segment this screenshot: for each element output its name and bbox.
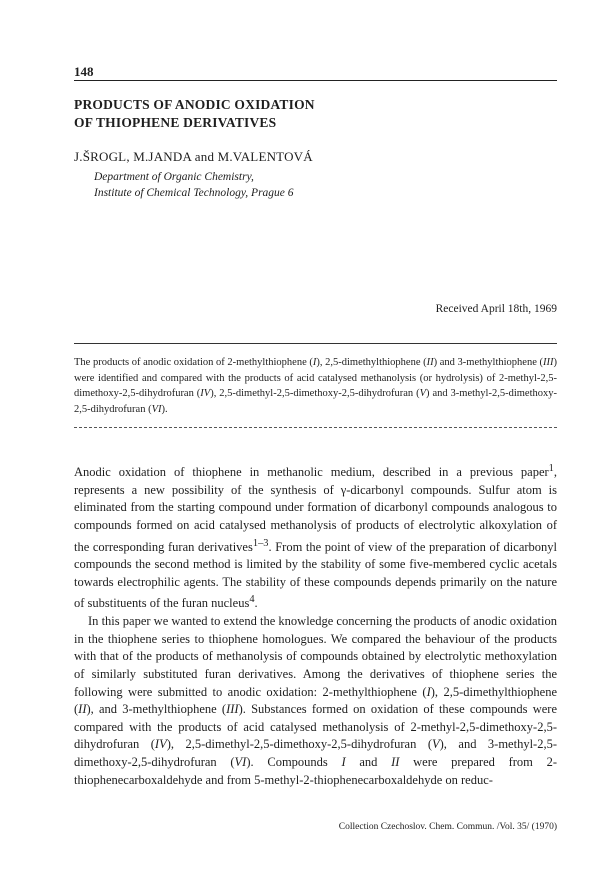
compound-label: V	[431, 737, 440, 752]
abstract-text: ).	[161, 403, 168, 415]
paragraph-text: . From the point of view of the preparation of dicarbonyl compounds the second method is limited by the stability of some five-membered cyclic acetals towards electrophilic agents. The stability of these compounds depends primarily on the nature of substituents of the furan nucleus	[74, 539, 558, 611]
abstract-rule-top	[74, 343, 557, 344]
abstract-rule-bottom	[74, 427, 557, 428]
abstract-text: ), 2,5-dimethylthiophene (	[316, 357, 427, 368]
reference-superscript: 4	[249, 594, 255, 606]
header-rule	[74, 80, 557, 81]
abstract	[74, 355, 557, 417]
paragraph-text: ), 2,5-dimethylthiophene (	[74, 684, 557, 717]
paragraph-1	[74, 460, 557, 613]
paragraph-2	[74, 613, 557, 789]
authors: J.ŠROGL, M.JANDA and M.VALENTOVÁ	[74, 149, 313, 164]
affiliation-line-2: Institute of Chemical Technology, Prague 6	[94, 187, 294, 199]
compound-label: III	[543, 357, 554, 368]
paragraph-text: , represents a new possibility of the synthesis of γ-dicarbonyl compounds. Sulfur atom is eliminated from the starting compound under formation of dicarbonyl compounds analogous to compounds formed on acid catalysed methanolysis of products of electrolytic alkoxylation of the corresponding furan derivatives	[74, 465, 557, 554]
affiliation	[94, 169, 294, 201]
abstract-text: ) were identified and compared with the products of acid catalysed methanolysis (or hydrolysis) of 2-methyl-2,5-dimethoxy-2,5-dihydrofuran (	[74, 357, 557, 399]
paragraph-text: ). Substances formed on oxidation of these compounds were compared with the products of acid catalysed methanolysis of 2-methyl-2,5-dimethoxy-2,5-dihydrofuran (	[74, 702, 557, 752]
paragraph-text: ), and 3-methylthiophene (	[86, 702, 227, 717]
reference-superscript: 1	[548, 463, 554, 474]
compound-label: II	[78, 702, 87, 717]
paragraph-text: ), 2,5-dimethyl-2,5-dimethoxy-2,5-dihydrofuran (	[166, 737, 432, 752]
paragraph-text: and	[345, 754, 392, 769]
abstract-text: ), 2,5-dimethyl-2,5-dimethoxy-2,5-dihydrofuran (	[210, 388, 420, 399]
compound-label: IV	[200, 388, 211, 399]
article-title	[74, 96, 494, 132]
journal-footer: Collection Czechoslov. Chem. Commun. /Vol. 35/ (1970)	[338, 822, 557, 832]
paragraph-text: were prepared from 2-thiophenecarboxaldehyde and from 5-methyl-2-thiophenecarboxaldehyde on reduc-	[74, 754, 557, 787]
compound-label: VI	[234, 754, 247, 769]
compound-label: II	[426, 357, 434, 368]
compound-label: IV	[154, 737, 167, 752]
compound-label: VI	[151, 403, 162, 415]
paragraph-text: .	[254, 596, 258, 611]
paragraph-text: Anodic oxidation of thiophene in methanolic medium, described in a previous paper	[74, 465, 549, 480]
abstract-text: ) and 3-methyl-2,5-dimethoxy-2,5-dihydrofuran (	[74, 388, 557, 415]
compound-label: V	[419, 388, 427, 399]
compound-label: I	[312, 357, 317, 368]
title-line-1: PRODUCTS OF ANODIC OXIDATION	[74, 97, 315, 112]
abstract-text: ) and 3-methylthiophene (	[433, 357, 543, 368]
compound-label: I	[426, 684, 431, 699]
compound-label: II	[391, 754, 400, 769]
paragraph-text: In this paper we wanted to extend the knowledge concerning the products of anodic oxidation in the thiophene series to thiophene homologues. We compared the behaviour of the products with that of the products of methanolysis of compounds obtained by electrolytic methoxylation of similarly substituted furan derivatives. Among the derivatives of thiophene series the following were submitted to anodic oxidation: 2-methylthiophene (	[74, 614, 557, 699]
reference-superscript: 1–3	[252, 537, 269, 549]
title-line-2: OF THIOPHENE DERIVATIVES	[74, 115, 277, 130]
body-text	[74, 460, 557, 789]
page-number: 148	[74, 64, 94, 79]
received-date: Received April 18th, 1969	[435, 303, 557, 315]
affiliation-line-1: Department of Organic Chemistry,	[94, 171, 254, 183]
paragraph-text: ), and 3-methyl-2,5-dimethoxy-2,5-dihydrofuran (	[74, 737, 557, 769]
compound-label: III	[226, 702, 239, 717]
abstract-text: The products of anodic oxidation of 2-methylthiophene (	[74, 357, 313, 368]
paragraph-text: ). Compounds	[246, 754, 342, 769]
compound-label: I	[341, 754, 346, 769]
